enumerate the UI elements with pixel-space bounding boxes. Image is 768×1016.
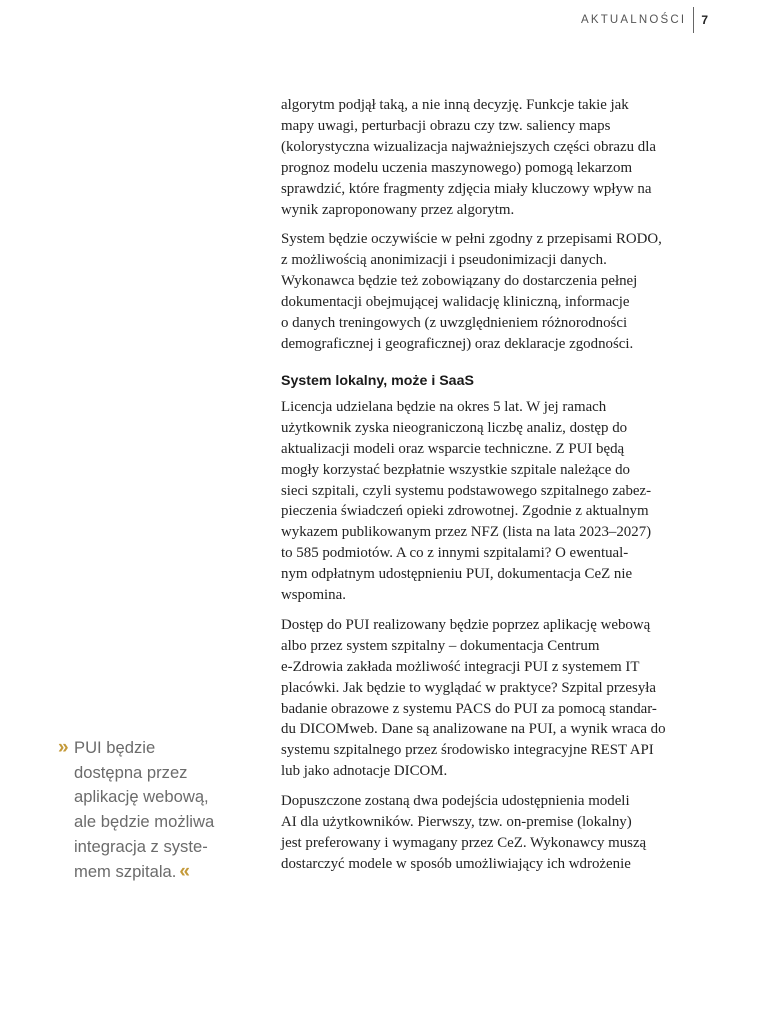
pull-quote-line: dostępna przez <box>74 762 188 782</box>
text-line: (kolorystyczna wizualizacja najważniejszych części obrazu dla <box>281 138 656 155</box>
text-line: to 585 podmiotów. A co z innymi szpitalami? O ewentual- <box>281 545 629 562</box>
text-line: dostarczyć modele w sposób umożliwiający ich wdrożenie <box>281 855 631 872</box>
text-line: lub jako adnotacje DICOM. <box>281 763 448 780</box>
paragraph-license <box>281 397 711 606</box>
text-line: wspomina. <box>281 587 346 604</box>
open-quote-mark: » <box>58 737 67 758</box>
pull-quote-line: integracja z syste- <box>74 836 208 856</box>
article-body <box>281 95 711 884</box>
text-line: mapy uwagi, perturbacji obrazu czy tzw. saliency maps <box>281 117 611 134</box>
header-divider <box>693 7 694 33</box>
text-line: e-Zdrowia zakłada możliwość integracji PUI z systemem IT <box>281 658 640 675</box>
text-line: algorytm podjął taką, a nie inną decyzję. Funkcje takie jak <box>281 97 629 113</box>
paragraph-rodo-compliance <box>281 229 711 354</box>
text-line: albo przez system szpitalny – dokumentacja Centrum <box>281 637 600 654</box>
paragraph-deployment <box>281 791 711 875</box>
text-line: prognoz modelu uczenia maszynowego) pomogą lekarzom <box>281 159 633 176</box>
page-number: 7 <box>701 13 708 27</box>
text-line: AI dla użytkowników. Pierwszy, tzw. on-premise (lokalny) <box>281 814 632 831</box>
text-line: użytkownik zyska nieograniczoną liczbę analiz, dostęp do <box>281 419 628 436</box>
running-header <box>581 9 708 31</box>
text-line: sieci szpitali, czyli systemu podstawowego szpitalnego zabez- <box>281 482 652 499</box>
text-line: Dopuszczone zostaną dwa podejścia udostępnienia modeli <box>281 793 630 810</box>
text-line: badanie obrazowe z systemu PACS do PUI za pomocą standar- <box>281 700 657 717</box>
pull-quote-line: » PUI będzie <box>58 736 238 761</box>
text-line: dokumentacji obejmującej walidację kliniczną, informacje <box>281 294 630 311</box>
section-title: AKTUALNOŚCI <box>580 14 687 26</box>
text-line: wynik zaproponowany przez algorytm. <box>281 201 515 218</box>
text-line: sprawdzić, które fragmenty zdjęcia miały kluczowy wpływ na <box>281 180 652 197</box>
text-line: pieczenia świadczeń opieki zdrowotnej. Zgodnie z aktualnym <box>281 503 649 520</box>
text-line: o danych treningowych (z uwzględnieniem różnorodności <box>281 315 628 332</box>
pull-quote <box>58 736 238 884</box>
section-heading: System lokalny, może i SaaS <box>281 372 474 389</box>
text-line: demograficznej i geograficznej) oraz deklaracje zgodności. <box>281 335 634 352</box>
text-line: du DICOMweb. Dane są analizowane na PUI, a wynik wraca do <box>281 721 666 738</box>
text-line: jest preferowany i wymagany przez CeZ. Wykonawcy muszą <box>281 835 647 851</box>
text-line: nym odpłatnym udostępnieniu PUI, dokumentacja CeZ nie <box>281 566 633 583</box>
pull-quote-line: ale będzie możliwa <box>74 812 215 832</box>
paragraph-algorithm-explainability <box>281 95 711 220</box>
text-line: Licencja udzielana będzie na okres 5 lat. W jej ramach <box>281 398 607 415</box>
text-line: Dostęp do PUI realizowany będzie poprzez aplikację webową <box>281 616 651 633</box>
close-quote-mark: « <box>179 860 188 882</box>
text-line: wykazem publikowanym przez NFZ (lista na lata 2023–2027) <box>281 524 652 541</box>
text-line: systemu szpitalnego przez środowisko integracyjne REST API <box>281 742 654 759</box>
paragraph-access <box>281 615 711 782</box>
text-line: aktualizacji modeli oraz wsparcie techniczne. Z PUI będą <box>281 440 625 457</box>
pull-quote-line: mem szpitala. « <box>74 860 188 882</box>
text-line: z możliwością anonimizacji i pseudonimizacji danych. <box>281 252 607 269</box>
pull-quote-line: aplikację webową, <box>74 787 209 807</box>
text-line: System będzie oczywiście w pełni zgodny z przepisami RODO, <box>281 231 662 248</box>
text-line: placówki. Jak będzie to wyglądać w praktyce? Szpital przesyła <box>281 679 657 696</box>
text-line: Wykonawca będzie też zobowiązany do dostarczenia pełnej <box>281 273 638 290</box>
text-line: mogły korzystać bezpłatnie wszystkie szpitale należące do <box>281 461 630 478</box>
